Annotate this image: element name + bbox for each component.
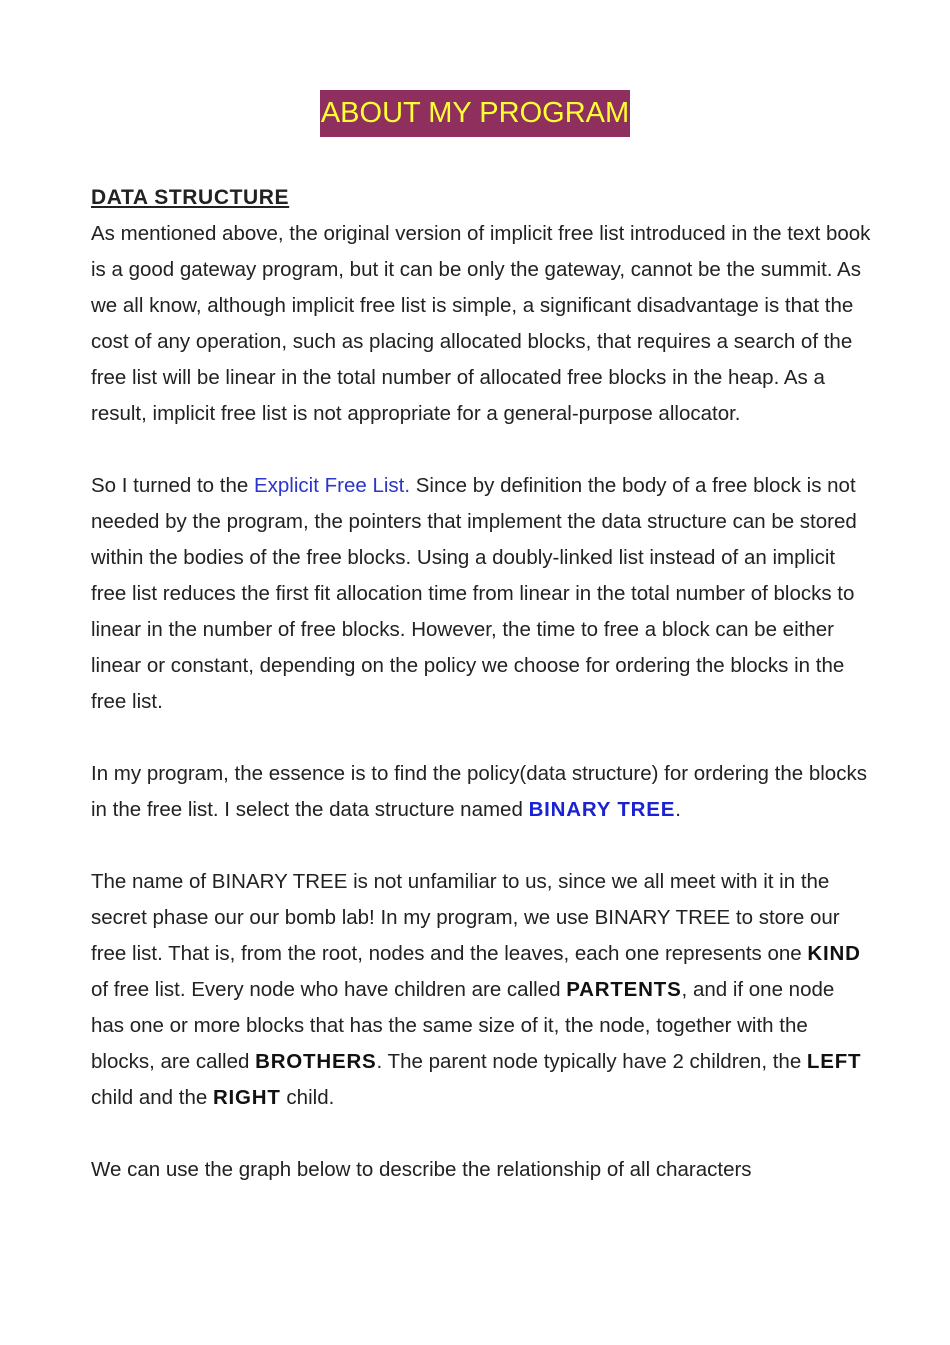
- document-body: [91, 180, 871, 1224]
- text-span: , and if one node has one or more blocks that has the same size of it, the node, together with the blocks, are called: [91, 978, 835, 1073]
- text-span: . The parent node typically have 2 children, the: [376, 1050, 807, 1073]
- text-span: child.: [280, 1086, 335, 1109]
- right-term: RIGHT: [212, 1086, 281, 1109]
- section-heading: DATA STRUCTURE: [91, 186, 290, 209]
- explicit-free-list-term: Explicit Free List.: [253, 474, 411, 497]
- paragraph-binary-tree: [91, 864, 871, 1116]
- text-span: of free list. Every node who have children are called: [91, 978, 567, 1001]
- text-span: So I turned to the: [91, 474, 254, 497]
- text-span: Since by definition the body of a free block is not needed by the program, the pointers that implement the data structure can be stored within the bodies of the free blocks. Using a doubly-linked list instead of an implicit free list reduces the first fit allocation time from linear in the total number of blocks to linear in the number of free blocks. However, the time to free a block can be either linear or constant, depending on the policy we choose for ordering the blocks in the free list.: [91, 474, 857, 713]
- paragraph-explicit-list: [91, 468, 871, 720]
- page-title: ABOUT MY PROGRAM: [320, 90, 630, 137]
- paragraph-implicit-list: As mentioned above, the original version of implicit free list introduced in the text book is a good gateway program, but it can be only the gateway, cannot be the summit. As we all know, although implicit free list is simple, a significant disadvantage is that the cost of any operation, such as placing allocated blocks, that requires a search of the free list will be linear in the total number of allocated free blocks in the heap. As a result, implicit free list is not appropriate for a general-purpose allocator.: [91, 222, 871, 425]
- text-span: .: [675, 798, 681, 821]
- brothers-term: BROTHERS: [255, 1050, 377, 1073]
- text-span: child and the: [91, 1086, 213, 1109]
- binary-tree-term: BINARY TREE: [528, 798, 676, 821]
- text-span: In my program, the essence is to find the policy(data structure) for ordering the blocks in the free list. I select the data structure named: [91, 762, 867, 821]
- paragraph-graph-intro: We can use the graph below to describe the relationship of all characters: [91, 1158, 752, 1181]
- title-wrapper: [0, 90, 950, 137]
- paragraph-policy: [91, 756, 871, 828]
- partents-term: PARTENTS: [566, 978, 682, 1001]
- kind-term: KIND: [807, 942, 861, 965]
- text-span: The name of BINARY TREE is not unfamiliar to us, since we all meet with it in the secret phase our our bomb lab! In my program, we use BINARY TREE to store our free list. That is, from the root, nodes and the leaves, each one represents one: [91, 870, 840, 965]
- left-term: LEFT: [806, 1050, 862, 1073]
